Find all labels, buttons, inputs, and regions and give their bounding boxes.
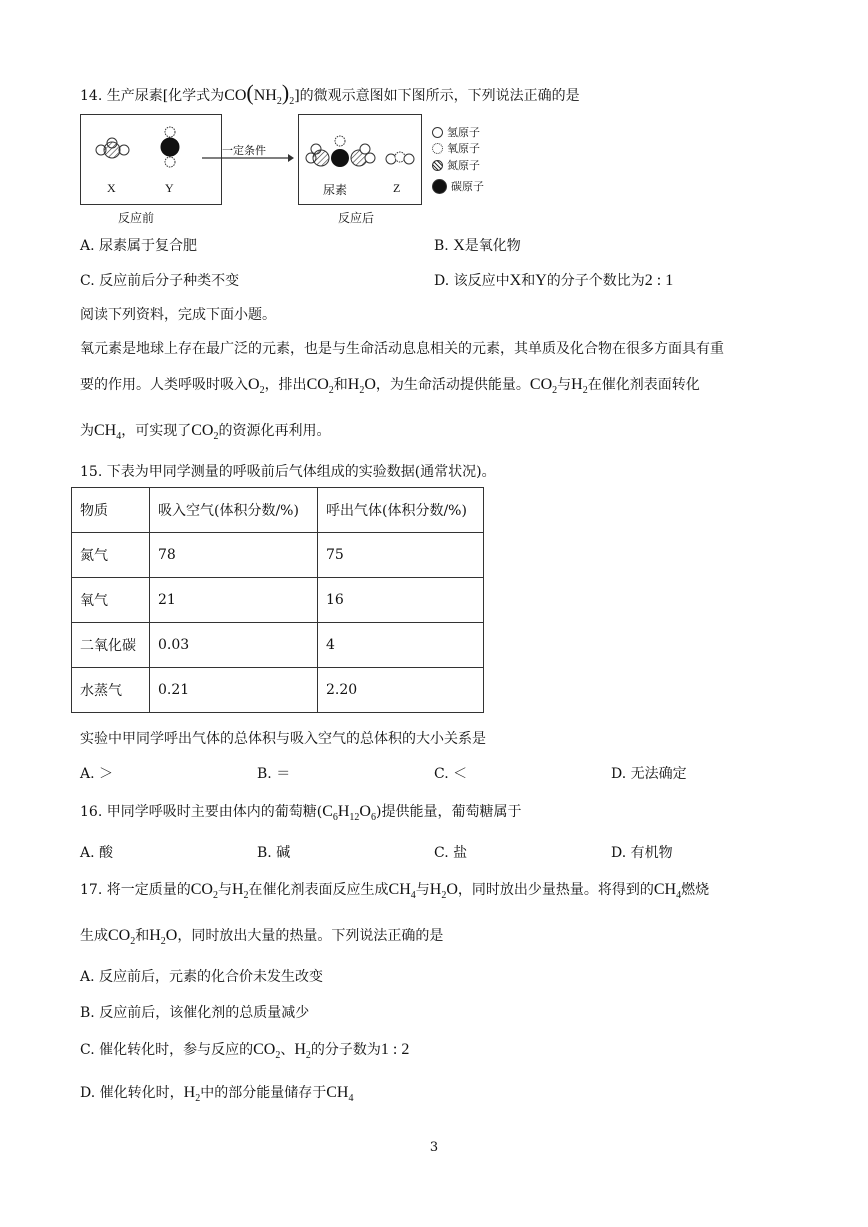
before-reaction-box [80, 114, 222, 205]
table-cell: 氮气 [72, 533, 150, 578]
hydrogen-atom-icon [432, 127, 443, 138]
carbon-atom-icon [432, 179, 447, 194]
table-header-cell: 物质 [72, 488, 150, 533]
q17-stem-line2: 生成$CO_2$和$H_2O$，同时放出大量的热量。下列说法正确的是 [80, 927, 444, 947]
q14-option-d[interactable]: D. 该反应中X和Y的分子个数比为2 : 1 [434, 272, 674, 289]
molecule-urea-icon [303, 133, 379, 177]
caption-after: 反应后 [338, 211, 375, 225]
gas-composition-table [71, 487, 484, 713]
legend-oxygen: 氧原子 [432, 140, 480, 156]
q16-stem: 16. 甲同学呼吸时主要由体内的葡萄糖$(C_6H_{12}O_6)$提供能量，葡萄糖属于 [80, 803, 522, 823]
q15-option-b[interactable]: B. ＝ [257, 766, 291, 782]
label-z: Z [393, 181, 401, 195]
molecule-y-icon [155, 123, 185, 173]
table-row [72, 668, 484, 713]
legend-carbon: 碳原子 [432, 178, 484, 194]
q15-option-c[interactable]: C. ＜ [434, 766, 468, 782]
q17-option-c[interactable]: C. 催化转化时，参与反应的$CO_2$、$H_2$的分子数为1 : 2 [80, 1041, 410, 1061]
table-cell: 16 [318, 578, 484, 623]
molecule-x-icon [91, 129, 141, 169]
reading-paragraph-line2: 要的作用。人类呼吸时吸入$O_2$，排出$CO_2$和$H_2O$，为生命活动提供能量。$CO_2$与$H_2$在催化剂表面转化 [80, 376, 700, 396]
q16-option-b[interactable]: B. 碱 [257, 845, 291, 861]
table-cell: 氧气 [72, 578, 150, 623]
table-header-row [72, 488, 484, 533]
q15-question: 实验中甲同学呼出气体的总体积与吸入空气的总体积的大小关系是 [80, 731, 486, 747]
caption-before: 反应前 [118, 211, 155, 225]
table-cell: 21 [150, 578, 318, 623]
q17-stem-line1: 17. 将一定质量的$CO_2$与$H_2$在催化剂表面反应生成$CH_4$与$H_2O$，同时放出少量热量。将得到的$CH_4$燃烧 [80, 881, 710, 901]
legend-hydrogen: 氢原子 [432, 124, 480, 140]
q15-option-a[interactable]: A. ＞ [80, 766, 114, 782]
table-cell: 75 [318, 533, 484, 578]
reading-paragraph-line3: 为$CH_4$，可实现了$CO_2$的资源化再利用。 [80, 422, 331, 442]
table-header-cell: 呼出气体(体积分数/%) [318, 488, 484, 533]
q16-option-c[interactable]: C. 盐 [434, 845, 468, 861]
label-y: Y [165, 181, 174, 195]
q15-option-d[interactable]: D. 无法确定 [611, 766, 687, 782]
molecule-z-icon [385, 149, 415, 169]
table-cell: 4 [318, 623, 484, 668]
q17-option-b[interactable]: B. 反应前后，该催化剂的总质量减少 [80, 1005, 310, 1021]
q14-option-b[interactable]: B. X是氧化物 [434, 237, 521, 254]
table-cell: 78 [150, 533, 318, 578]
q14-option-a[interactable]: A. 尿素属于复合肥 [80, 238, 198, 254]
arrow-condition-label: 一定条件 [222, 144, 266, 157]
table-cell: 2.20 [318, 668, 484, 713]
table-row [72, 623, 484, 668]
q16-option-a[interactable]: A. 酸 [80, 845, 114, 861]
q16-option-d[interactable]: D. 有机物 [611, 845, 673, 861]
q15-stem: 15. 下表为甲同学测量的呼吸前后气体组成的实验数据(通常状况)。 [80, 464, 496, 480]
q14-option-c[interactable]: C. 反应前后分子种类不变 [80, 273, 240, 289]
after-reaction-box [298, 114, 422, 205]
label-urea: 尿素 [323, 183, 348, 197]
oxygen-atom-icon [432, 143, 443, 154]
table-cell: 0.21 [150, 668, 318, 713]
reading-paragraph-line1: 氧元素是地球上存在最广泛的元素，也是与生命活动息息相关的元素，其单质及化合物在很多方面具有重 [80, 341, 724, 357]
reaction-arrow-icon [202, 153, 294, 163]
legend-nitrogen: 氮原子 [432, 157, 480, 173]
q17-option-d[interactable]: D. 催化转化时，$H_2$中的部分能量储存于$CH_4$ [80, 1084, 354, 1104]
table-cell: 水蒸气 [72, 668, 150, 713]
reading-intro: 阅读下列资料，完成下面小题。 [80, 307, 276, 323]
label-x: X [107, 181, 116, 195]
table-cell: 二氧化碳 [72, 623, 150, 668]
table-row [72, 578, 484, 623]
table-row [72, 533, 484, 578]
nitrogen-atom-icon [432, 160, 443, 171]
table-header-cell: 吸入空气(体积分数/%) [150, 488, 318, 533]
q14-stem: 14. 生产尿素[化学式为$CO(NH_2)_2$]的微观示意图如下图所示，下列说法正确的是 [80, 80, 580, 107]
q17-option-a[interactable]: A. 反应前后，元素的化合价未发生改变 [80, 969, 324, 985]
table-cell: 0.03 [150, 623, 318, 668]
page-number: 3 [429, 1140, 439, 1155]
